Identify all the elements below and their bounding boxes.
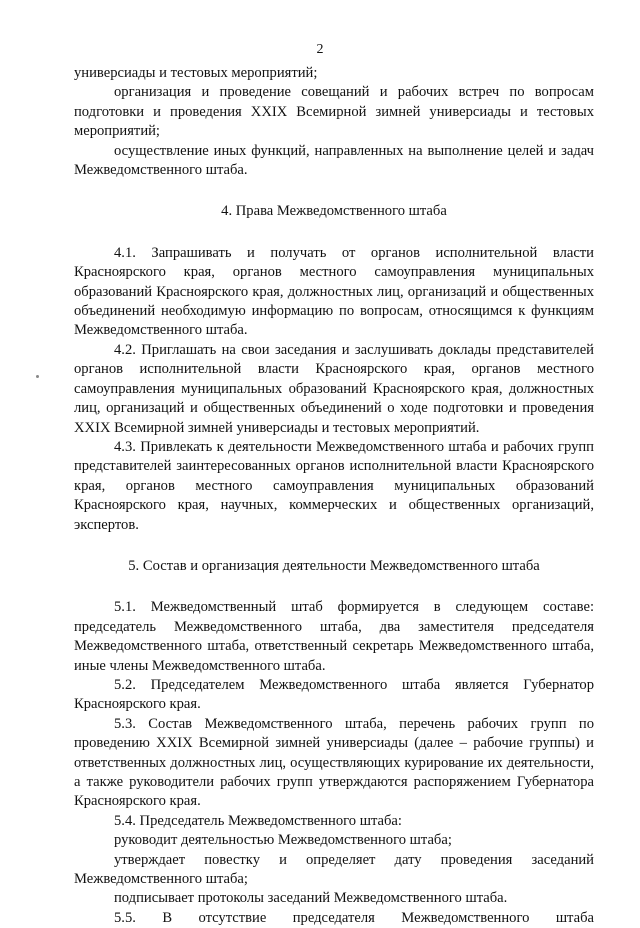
paragraph-intro-3: осуществление иных функций, направленных на выполнение целей и задач Межведомственного штаба. — [74, 142, 594, 179]
page-number: 2 — [316, 42, 324, 57]
paragraph-5-4-item-2: утверждает повестку и определяет дату проведения заседаний Межведомственного штаба; — [74, 851, 594, 888]
document-body — [74, 64, 594, 928]
paragraph-4-3: 4.3. Привлекать к деятельности Межведомственного штаба и рабочих групп представителей заинтересованных органов исполнительной власти Красноярского края, органов местного самоуправления муниципальных образований Красноярского края, научных, коммерческих и общественных организаций, экспертов. — [74, 438, 594, 533]
paragraph-4-1: 4.1. Запрашивать и получать от органов исполнительной власти Красноярского края, органов местного самоуправления муниципальных образований Красноярского края, должностных лиц, организаций и общественных объединений необходимую информацию по вопросам, относящимся к функциям Межведомственного штаба. — [74, 244, 594, 339]
paragraph-intro-2: организация и проведение совещаний и рабочих встреч по вопросам подготовки и проведения XXIX Всемирной зимней универсиады и тестовых мероприятий; — [74, 84, 594, 140]
paragraph-5-4-item-3: подписывает протоколы заседаний Межведомственного штаба. — [114, 890, 508, 907]
paragraph-5-5: 5.5. В отсутствие председателя Межведомственного штаба — [114, 909, 594, 926]
paragraph-5-4-item-1: руководит деятельностью Межведомственного штаба; — [114, 832, 452, 849]
section-5-title: 5. Состав и организация деятельности Межведомственного штаба — [128, 557, 540, 574]
paragraph-5-1: 5.1. Межведомственный штаб формируется в следующем составе: председатель Межведомственного штаба, два заместителя председателя Межведомственного штаба, ответственный секретарь Межведомственного штаба, иные члены Межведомственного штаба. — [74, 599, 594, 674]
scan-speck — [36, 375, 39, 378]
paragraph-5-3: 5.3. Состав Межведомственного штаба, перечень рабочих групп по проведению XXIX Всемирной зимней универсиады (далее – рабочие группы) и ответственных должностных лиц, осуществляющих курирование их деятельности, а также руководители рабочих групп утверждаются распоряжением Губернатора Красноярского края. — [74, 715, 594, 810]
paragraph-4-2: 4.2. Приглашать на свои заседания и заслушивать доклады представителей органов исполнительной власти Красноярского края, органов местного самоуправления муниципальных образований Красноярского края, должностных лиц, организаций и общественных объединений о ходе подготовки и проведения XXIX Всемирной зимней универсиады и тестовых мероприятий. — [74, 341, 594, 436]
paragraph-5-2: 5.2. Председателем Межведомственного штаба является Губернатор Красноярского края. — [74, 676, 594, 713]
paragraph-intro-1: универсиады и тестовых мероприятий; — [74, 65, 318, 81]
paragraph-5-4: 5.4. Председатель Межведомственного штаба: — [114, 812, 402, 829]
section-4-title: 4. Права Межведомственного штаба — [221, 203, 447, 220]
